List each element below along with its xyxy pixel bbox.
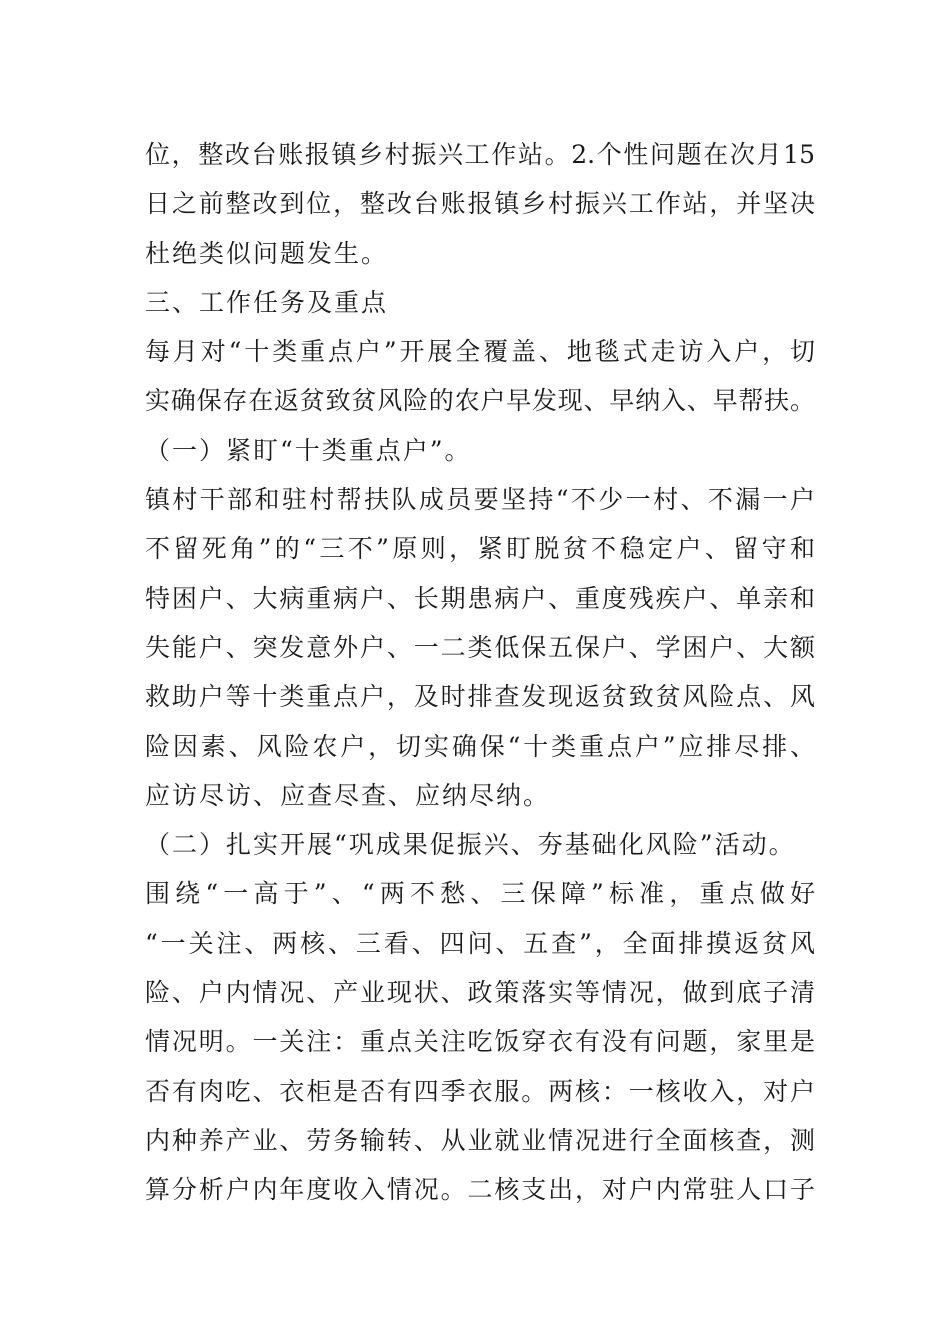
- text-line-12: 救助户等十类重点户，及时排查发现返贫致贫风险点、风: [145, 682, 815, 712]
- section-heading: 三、工作任务及重点: [145, 287, 389, 317]
- text-line-2: 日之前整改到位，整改台账报镇乡村振兴工作站，并坚决: [145, 189, 815, 219]
- text-line-16: 围绕“一高于”、“两不愁、三保障”标准，重点做好: [145, 879, 815, 909]
- text-line-5: 每月对“十类重点户”开展全覆盖、地毯式走访入户，切: [145, 337, 815, 367]
- text-line-1: 位，整改台账报镇乡村振兴工作站。2.个性问题在次月15: [145, 140, 815, 169]
- text-line-10: 特困户、大病重病户、长期患病户、重度残疾户、单亲和: [145, 583, 815, 613]
- text-line-13: 险因素、风险农户，切实确保“十类重点户”应排尽排、: [145, 731, 815, 761]
- text-line-19: 情况明。一关注：重点关注吃饭穿衣有没有问题，家里是: [145, 1027, 815, 1057]
- text-line-20: 否有肉吃、衣柜是否有四季衣服。两核：一核收入，对户: [145, 1076, 815, 1106]
- text-line-18: 险、户内情况、产业现状、政策落实等情况，做到底子清: [145, 978, 815, 1008]
- subsection-heading-1: （一）紧盯“十类重点户”。: [145, 435, 472, 465]
- text-line-11: 失能户、突发意外户、一二类低保五保户、学困户、大额: [145, 632, 815, 662]
- document-body: [145, 130, 815, 1215]
- text-line-22: 算分析户内年度收入情况。二核支出，对户内常驻人口子: [145, 1175, 815, 1205]
- text-line-17: “一关注、两核、三看、四问、五查”，全面排摸返贫风: [145, 928, 815, 958]
- text-line-8: 镇村干部和驻村帮扶队成员要坚持“不少一村、不漏一户: [145, 485, 815, 515]
- text-line-14: 应访尽访、应查尽查、应纳尽纳。: [145, 780, 551, 810]
- text-line-9: 不留死角”的“三不”原则，紧盯脱贫不稳定户、留守和: [145, 534, 815, 564]
- text-line-21: 内种养产业、劳务输转、从业就业情况进行全面核查，测: [145, 1125, 815, 1155]
- subsection-heading-2: （二）扎实开展“巩成果促振兴、夯基础化风险”活动。: [145, 830, 796, 860]
- text-line-6: 实确保存在返贫致贫风险的农户早发现、早纳入、早帮扶。: [145, 386, 815, 416]
- text-line-3: 杜绝类似问题发生。: [145, 238, 389, 268]
